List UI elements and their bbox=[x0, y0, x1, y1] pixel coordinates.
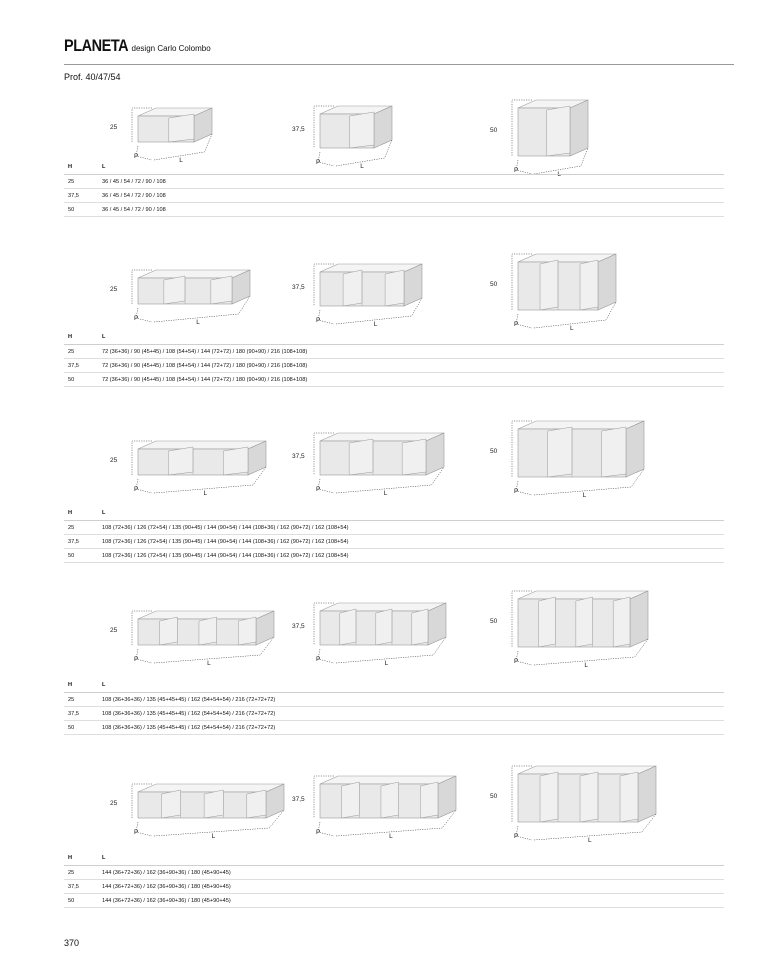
depth-label: P bbox=[316, 317, 321, 324]
table-header bbox=[64, 678, 724, 693]
furniture-drawing bbox=[518, 766, 656, 822]
table-header bbox=[64, 851, 724, 866]
height-cell: 25 bbox=[68, 348, 75, 355]
header-divider bbox=[64, 64, 734, 65]
furniture-drawing bbox=[320, 106, 392, 148]
length-cell: 108 (72+36) / 126 (72+54) / 135 (90+45) / 144 (90+54) / 144 (108+36) / 162 (90+72) / 162 (108+54) bbox=[102, 538, 349, 545]
dimensions-table bbox=[64, 678, 724, 735]
height-label: 50 bbox=[490, 793, 498, 800]
height-label: 37,5 bbox=[292, 284, 305, 291]
depth-label: P bbox=[514, 167, 519, 174]
height-cell: 50 bbox=[68, 552, 75, 559]
height-cell: 37,5 bbox=[68, 883, 79, 890]
column-header-h: H bbox=[68, 510, 73, 516]
length-cell: 108 (36+36+36) / 135 (45+45+45) / 162 (54+54+54) / 216 (72+72+72) bbox=[102, 696, 276, 703]
height-label: 37,5 bbox=[292, 126, 305, 133]
length-label: L bbox=[179, 157, 183, 164]
depth-label: P bbox=[134, 153, 139, 160]
height-label: 25 bbox=[110, 627, 118, 634]
height-label: 37,5 bbox=[292, 796, 305, 803]
furniture-drawing bbox=[138, 441, 266, 475]
dimensions-table bbox=[64, 330, 724, 387]
furniture-drawing bbox=[518, 100, 588, 156]
height-cell: 25 bbox=[68, 869, 75, 876]
length-label: L bbox=[373, 321, 378, 328]
height-cell: 50 bbox=[68, 897, 75, 904]
column-header-h: H bbox=[68, 164, 73, 170]
height-label: 37,5 bbox=[292, 453, 305, 460]
page-number: 370 bbox=[64, 938, 80, 948]
length-label: L bbox=[207, 660, 211, 667]
furniture-drawing bbox=[320, 433, 444, 475]
table-header bbox=[64, 330, 724, 345]
depth-label: P bbox=[134, 486, 139, 493]
length-label: L bbox=[196, 319, 200, 326]
height-cell: 50 bbox=[68, 376, 75, 383]
length-cell: 144 (36+72+36) / 162 (36+90+36) / 180 (45+90+45) bbox=[102, 869, 231, 876]
table-row bbox=[64, 521, 724, 535]
height-cell: 25 bbox=[68, 524, 75, 531]
column-header-l: L bbox=[102, 855, 106, 861]
column-header-h: H bbox=[68, 334, 73, 340]
table-row bbox=[64, 894, 724, 908]
furniture-drawing bbox=[320, 776, 456, 818]
module-illustration bbox=[490, 413, 666, 511]
column-header-l: L bbox=[102, 334, 106, 340]
height-label: 50 bbox=[490, 448, 498, 455]
length-cell: 108 (72+36) / 126 (72+54) / 135 (90+45) / 144 (90+54) / 144 (108+36) / 162 (90+72) / 162 (108+54) bbox=[102, 552, 349, 559]
column-header-l: L bbox=[102, 682, 106, 688]
length-label: L bbox=[588, 837, 592, 844]
height-label: 50 bbox=[490, 281, 498, 288]
depth-label: P bbox=[514, 321, 519, 328]
height-cell: 25 bbox=[68, 696, 75, 703]
designer-credit: design Carlo Colombo bbox=[131, 44, 211, 53]
length-label: L bbox=[570, 325, 574, 332]
length-label: L bbox=[360, 163, 364, 170]
height-label: 25 bbox=[110, 124, 118, 131]
height-cell: 37,5 bbox=[68, 710, 79, 717]
height-cell: 37,5 bbox=[68, 538, 79, 545]
depth-label: P bbox=[134, 829, 139, 836]
table-row bbox=[64, 535, 724, 549]
table-row bbox=[64, 189, 724, 203]
depth-label: P bbox=[316, 829, 321, 836]
height-cell: 50 bbox=[68, 206, 75, 213]
column-header-h: H bbox=[68, 855, 73, 861]
module-illustration bbox=[490, 758, 678, 856]
length-label: L bbox=[211, 833, 216, 840]
depth-profile-label: Prof. 40/47/54 bbox=[64, 72, 121, 82]
length-label: L bbox=[383, 490, 388, 497]
depth-label: P bbox=[134, 656, 139, 663]
depth-label: P bbox=[316, 656, 321, 663]
module-illustration bbox=[292, 425, 466, 509]
table-row bbox=[64, 721, 724, 735]
length-cell: 36 / 45 / 54 / 72 / 90 / 108 bbox=[102, 192, 166, 199]
height-label: 50 bbox=[490, 618, 498, 625]
length-cell: 108 (36+36+36) / 135 (45+45+45) / 162 (54+54+54) / 216 (72+72+72) bbox=[102, 724, 276, 731]
dimensions-table bbox=[64, 160, 724, 217]
furniture-drawing bbox=[320, 603, 446, 645]
module-illustration bbox=[110, 433, 288, 509]
module-illustration bbox=[110, 603, 296, 679]
height-label: 25 bbox=[110, 800, 118, 807]
module-illustration bbox=[292, 256, 444, 340]
depth-label: P bbox=[514, 833, 519, 840]
length-label: L bbox=[384, 660, 389, 667]
furniture-drawing bbox=[138, 784, 284, 818]
dimensions-table bbox=[64, 506, 724, 563]
column-header-h: H bbox=[68, 682, 73, 688]
furniture-drawing bbox=[518, 421, 644, 477]
length-cell: 72 (36+36) / 90 (45+45) / 108 (54+54) / 144 (72+72) / 180 (90+90) / 216 (108+108) bbox=[102, 376, 308, 383]
height-cell: 37,5 bbox=[68, 362, 79, 369]
brand-title: PLANETA bbox=[64, 36, 129, 55]
table-row bbox=[64, 359, 724, 373]
column-header-l: L bbox=[102, 164, 106, 170]
depth-label: P bbox=[316, 486, 321, 493]
length-label: L bbox=[557, 171, 562, 178]
depth-label: P bbox=[134, 315, 139, 322]
table-row bbox=[64, 345, 724, 359]
length-cell: 144 (36+72+36) / 162 (36+90+36) / 180 (45+90+45) bbox=[102, 883, 231, 890]
length-cell: 36 / 45 / 54 / 72 / 90 / 108 bbox=[102, 178, 166, 185]
table-row bbox=[64, 880, 724, 894]
table-header bbox=[64, 160, 724, 175]
module-illustration bbox=[110, 776, 306, 852]
height-cell: 25 bbox=[68, 178, 75, 185]
length-cell: 36 / 45 / 54 / 72 / 90 / 108 bbox=[102, 206, 166, 213]
table-row bbox=[64, 373, 724, 387]
height-label: 25 bbox=[110, 457, 118, 464]
length-label: L bbox=[203, 490, 208, 497]
module-illustration bbox=[292, 768, 478, 852]
height-label: 25 bbox=[110, 286, 118, 293]
height-cell: 50 bbox=[68, 724, 75, 731]
length-label: L bbox=[582, 492, 587, 499]
furniture-drawing bbox=[518, 254, 616, 310]
column-header-l: L bbox=[102, 510, 106, 516]
furniture-drawing bbox=[138, 611, 274, 645]
table-row bbox=[64, 549, 724, 563]
dimensions-table bbox=[64, 851, 724, 908]
length-cell: 72 (36+36) / 90 (45+45) / 108 (54+54) / 144 (72+72) / 180 (90+90) / 216 (108+108) bbox=[102, 362, 308, 369]
length-label: L bbox=[389, 833, 393, 840]
length-cell: 144 (36+72+36) / 162 (36+90+36) / 180 (45+90+45) bbox=[102, 897, 231, 904]
table-row bbox=[64, 693, 724, 707]
height-label: 37,5 bbox=[292, 623, 305, 630]
furniture-drawing bbox=[138, 270, 250, 304]
furniture-drawing bbox=[138, 108, 212, 142]
furniture-drawing bbox=[518, 591, 648, 647]
module-illustration bbox=[292, 595, 468, 679]
catalog-header bbox=[64, 36, 211, 56]
module-illustration bbox=[490, 583, 670, 681]
height-label: 50 bbox=[490, 127, 498, 134]
table-row bbox=[64, 175, 724, 189]
length-cell: 108 (72+36) / 126 (72+54) / 135 (90+45) / 144 (90+54) / 144 (108+36) / 162 (90+72) / 162 (108+54) bbox=[102, 524, 349, 531]
module-illustration bbox=[110, 262, 272, 338]
depth-label: P bbox=[514, 658, 519, 665]
length-cell: 72 (36+36) / 90 (45+45) / 108 (54+54) / 144 (72+72) / 180 (90+90) / 216 (108+108) bbox=[102, 348, 308, 355]
table-row bbox=[64, 707, 724, 721]
furniture-drawing bbox=[320, 264, 422, 306]
depth-label: P bbox=[316, 159, 321, 166]
table-header bbox=[64, 506, 724, 521]
height-cell: 37,5 bbox=[68, 192, 79, 199]
length-label: L bbox=[584, 662, 589, 669]
length-cell: 108 (36+36+36) / 135 (45+45+45) / 162 (54+54+54) / 216 (72+72+72) bbox=[102, 710, 276, 717]
table-row bbox=[64, 866, 724, 880]
table-row bbox=[64, 203, 724, 217]
depth-label: P bbox=[514, 488, 519, 495]
